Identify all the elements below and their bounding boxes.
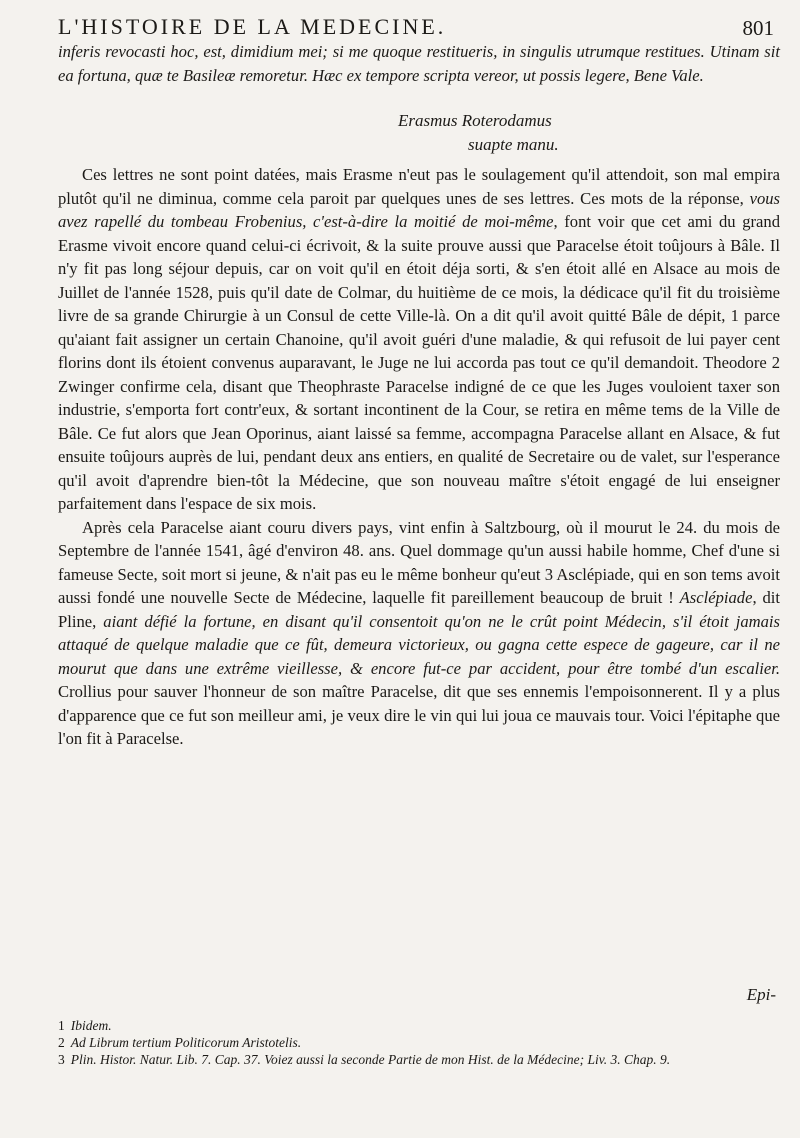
- page-number: 801: [742, 16, 774, 40]
- footnotes: [58, 1017, 778, 1068]
- footnote: [58, 1051, 778, 1068]
- italic-run: vous avez rapellé du tombeau Frobenius, c'est-à-dire la moitié de moi-même: [58, 188, 780, 231]
- running-title: L'HISTOIRE DE LA MEDECINE.: [58, 14, 447, 39]
- text-run: Ces lettres ne sont point datées, mais Erasme n'eut pas le soulagement qu'il attendoit, son mal empira plutôt qu'il ne diminua, comme cela paroit par quelques unes de ses lettres. Ces mots de la réponse,: [58, 165, 780, 208]
- catchword: Epi-: [746, 985, 776, 1004]
- paragraph: [58, 163, 780, 516]
- text-run: Après cela Paracelse aiant couru divers pays, vint enfin à Saltzbourg, où il mourut le 24. du mois de Septembre de l'année 1541, âgé d'environ 48. ans. Quel dommage qu'un aussi habile homme, Chef d'une si fameuse Secte, soit mort si jeune, & n'ait pas eu le même bonheur qu'eut 3 Asclépiade, qui en son tems avoit aussi fondé une nouvelle Secte de Médecine, laquelle fit pareillement beaucoup de bruit !: [58, 517, 780, 607]
- text-run: , font voir que cet ami du grand Erasme vivoit encore quand celui-ci écrivoit, & la suite prouve aussi que Paracelse étoit toûjours à Bâle. Il n'y fit pas long séjour depuis, car on voit qu'il en étoit déja sorti, & s'en étoit allé en Alsace au mois de Juillet de l'année 1528, puis qu'il date de Colmar, du huitième de ce mois, la dédicace qu'il fit du troisième livre de sa grande Chirurgie à un Consul de cette Ville-là. On a dit qu'il avoit quitté Bâle de dépit, 1 parce qu'aiant fait assigner un certain Chanoine, qu'il avoit guéri d'une maladie, & qui refusoit de lui payer cent florins dont ils étoient convenus auparavant, le Juge ne lui accorda pas tout ce qu'il demandoit. Theodore 2 Zwinger confirme cela, disant que Theophraste Paracelse indigné de ce que les Juges vouloient taxer son industrie, s'emporta fort contr'eux, & sortant incontinent de la Cour, se retira en même tems de la Ville de Bâle. Ce fut alors que Jean Oporinus, aiant laissé sa femme, accompagna Paracelse allant en Alsace, & fut ensuite toûjours auprès de lui, pendant deux ans entiers, en qualité de Secretaire ou de valet, sur l'esperance qu'il avoit d'aprendre bien-tôt la Médecine, que son nouveau maître s'étoit engagé de lui enseigner parfaitement dans l'espace de six mois.: [58, 212, 780, 513]
- footnote: [58, 1034, 778, 1051]
- page-body: [58, 40, 780, 751]
- footnote-number: 1: [58, 1018, 65, 1033]
- signature-name: Erasmus Roterodamus: [398, 111, 552, 130]
- paragraph: [58, 516, 780, 751]
- signature-line2: suapte manu.: [468, 135, 559, 154]
- text-run: Crollius pour sauver l'honneur de son maître Paracelse, dit que ses ennemis l'empoisonnerent. Il y a plus d'apparence que ce fut son meilleur ami, je veux dire le vin qui lui joua ce mauvais tour. Voici l'épitaphe que l'on fit à Paracelse.: [58, 682, 780, 748]
- letter-signature: [398, 109, 780, 157]
- footnote-number: 2: [58, 1035, 65, 1050]
- latin-letter-passage: inferis revocasti hoc, est, dimidium mei; si me quoque restitueris, in singulis utrumque restitues. Utinam sit ea fortuna, quæ te Basileæ remoretur. Hæc ex tempore scripta vereor, ut possis legere, Bene Vale.: [58, 42, 780, 85]
- footnote-text: Ad Librum tertium Politicorum Aristotelis.: [70, 1035, 302, 1050]
- footnote-number: 3: [58, 1052, 65, 1067]
- text-run: , dit Pline,: [58, 588, 780, 631]
- italic-run: aiant défié la fortune, en disant qu'il consentoit qu'on ne le crût point Médecin, s'il étoit jamais attaqué de quelque maladie que ce fût, demeura victorieux, ou gagna cette espece de gageure, car il ne mourut que dans une extrême vieillesse, & encore fut-ce par accident, pour être tombé d'un escalier.: [58, 611, 781, 678]
- footnote-text: Plin. Histor. Natur. Lib. 7. Cap. 37. Voiez aussi la seconde Partie de mon Hist. de la Médecine; Liv. 3. Chap. 9.: [70, 1052, 671, 1067]
- italic-run: Asclépiade: [679, 588, 753, 607]
- footnote: [58, 1017, 778, 1034]
- footnote-text: Ibidem.: [70, 1018, 112, 1033]
